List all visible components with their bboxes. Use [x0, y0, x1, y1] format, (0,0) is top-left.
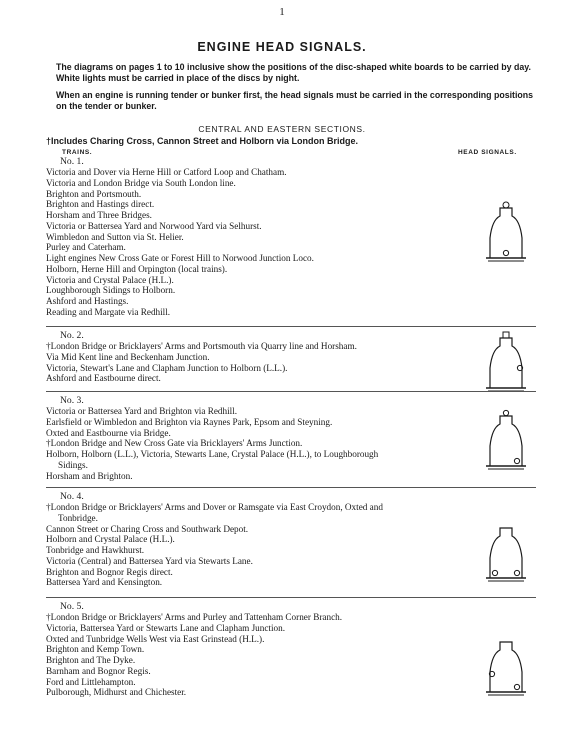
route-line: Victoria or Battersea Yard and Norwood Yard via Selhurst.	[46, 220, 262, 231]
route-line: †London Bridge and New Cross Gate via Bricklayers' Arms Junction.	[46, 438, 303, 449]
divider	[46, 487, 536, 488]
engine-front-icon	[484, 330, 528, 394]
route-line: Victoria and Crystal Palace (H.L.).	[46, 274, 174, 285]
divider	[46, 391, 536, 392]
signal-group-1	[46, 156, 466, 318]
section-title: CENTRAL AND EASTERN SECTIONS.	[198, 124, 366, 134]
route-line: Light engines New Cross Gate or Forest Hill to Norwood Junction Loco.	[46, 253, 314, 263]
route-line: Pulborough, Midhurst and Chichester.	[46, 687, 187, 698]
page-title: ENGINE HEAD SIGNALS.	[197, 40, 367, 54]
route-line: †London Bridge or Bricklayers' Arms and Dover or Ramsgate via East Croydon, Oxted and	[46, 502, 383, 512]
top-disc	[503, 410, 508, 415]
top-disc	[503, 202, 509, 208]
engine-front-icon	[484, 200, 528, 264]
route-line: Victoria or Battersea Yard and Brighton via Redhill.	[46, 406, 238, 416]
group-number: No. 3.	[60, 395, 84, 406]
route-line: Horsham and Three Bridges.	[46, 210, 152, 220]
intro-paragraph-1: The diagrams on pages 1 to 10 inclusive show the positions of the disc-shaped white boards to be carried by day. White lights must be carried in place of the discs by night.	[56, 62, 531, 83]
route-line: Loughborough Sidings to Holborn.	[46, 285, 176, 296]
top-disc	[503, 332, 509, 338]
route-line: Barnham and Bognor Regis.	[46, 665, 151, 676]
buffer-disc	[503, 250, 508, 255]
group-number: No. 2.	[60, 330, 84, 341]
engine-front-icon	[484, 520, 528, 584]
signal-group-3	[46, 395, 466, 481]
route-line: †London Bridge or Bricklayers' Arms and Portsmouth via Quarry line and Horsham.	[46, 341, 357, 351]
route-line: Victoria and Dover via Herne Hill or Catford Loop and Chatham.	[46, 167, 287, 177]
head-signal-diagram-5	[484, 634, 528, 698]
signal-group-4	[46, 491, 466, 588]
route-line: Victoria, Stewart's Lane and Clapham Junction to Holborn (L.L.).	[46, 362, 288, 373]
route-line: Oxted and Tunbridge Wells West via East Grinstead (H.L.).	[46, 633, 265, 644]
right-buffer-disc	[514, 458, 519, 463]
route-line: Victoria (Central) and Battersea Yard via Stewarts Lane.	[46, 555, 253, 566]
route-line: Oxted and Eastbourne via Bridge.	[46, 427, 171, 438]
route-line: Ford and Littlehampton.	[46, 676, 136, 687]
group-number: No. 5.	[60, 601, 84, 612]
route-line: Earlsfield or Wimbledon and Brighton via Raynes Park, Epsom and Steyning.	[46, 416, 333, 427]
intro-paragraph-2: When an engine is running tender or bunker first, the head signals must be carried in the corresponding positions on the tender or bunker.	[56, 90, 534, 111]
trains-column-header: TRAINS.	[62, 149, 93, 156]
route-line: Purley and Caterham.	[46, 242, 126, 253]
group-number: No. 4.	[60, 491, 84, 502]
engine-front-icon	[484, 634, 528, 698]
route-line: Via Mid Kent line and Beckenham Junction.	[46, 351, 210, 362]
includes-note: †Includes Charing Cross, Cannon Street and Holborn via London Bridge.	[46, 136, 359, 146]
route-line: Horsham and Brighton.	[46, 470, 133, 481]
route-line: Holborn and Crystal Palace (H.L.).	[46, 534, 175, 545]
route-line: Holborn, Holborn (L.L.), Victoria, Stewarts Lane, Crystal Palace (H.L.), to Loughborough	[46, 449, 379, 459]
route-line: †London Bridge or Bricklayers' Arms and Purley and Tattenham Corner Branch.	[46, 612, 343, 622]
route-line: Holborn, Herne Hill and Orpington (local trains).	[46, 263, 228, 274]
head-signal-diagram-3	[484, 408, 528, 472]
route-line: Victoria and London Bridge via South London line.	[46, 177, 236, 188]
route-line: Ashford and Hastings.	[46, 296, 129, 306]
route-line: Wimbledon and Sutton via St. Helier.	[46, 231, 184, 242]
left-buffer-disc	[492, 570, 497, 575]
route-line: Brighton and Kemp Town.	[46, 644, 145, 655]
route-line: Tonbridge.	[58, 512, 98, 523]
route-line: Sidings.	[58, 459, 88, 470]
right-buffer-disc	[514, 684, 519, 689]
route-line: Cannon Street or Charing Cross and Southwark Depot.	[46, 523, 249, 534]
signal-group-2	[46, 330, 466, 384]
route-line: Victoria, Battersea Yard or Stewarts Lane and Clapham Junction.	[46, 622, 286, 633]
divider	[46, 597, 536, 598]
route-line: Ashford and Eastbourne direct.	[46, 373, 161, 384]
head-signal-diagram-1	[484, 200, 528, 264]
group-number: No. 1.	[60, 156, 84, 167]
engine-front-icon	[484, 408, 528, 472]
route-line: Brighton and Bognor Regis direct.	[46, 566, 173, 577]
signal-group-5	[46, 601, 466, 698]
head-signals-column-header: HEAD SIGNALS.	[458, 149, 517, 156]
head-signal-diagram-4	[484, 520, 528, 584]
route-line: Battersea Yard and Kensington.	[46, 577, 163, 588]
route-line: Brighton and Hastings direct.	[46, 199, 155, 210]
right-buffer-disc	[514, 570, 519, 575]
divider	[46, 326, 536, 327]
route-line: Brighton and The Dyke.	[46, 655, 136, 665]
page-number: 1	[279, 6, 285, 18]
route-line: Tonbridge and Hawkhurst.	[46, 545, 145, 555]
route-line: Brighton and Portsmouth.	[46, 188, 142, 199]
head-signal-diagram-2	[484, 330, 528, 394]
route-line: Reading and Margate via Redhill.	[46, 306, 171, 317]
